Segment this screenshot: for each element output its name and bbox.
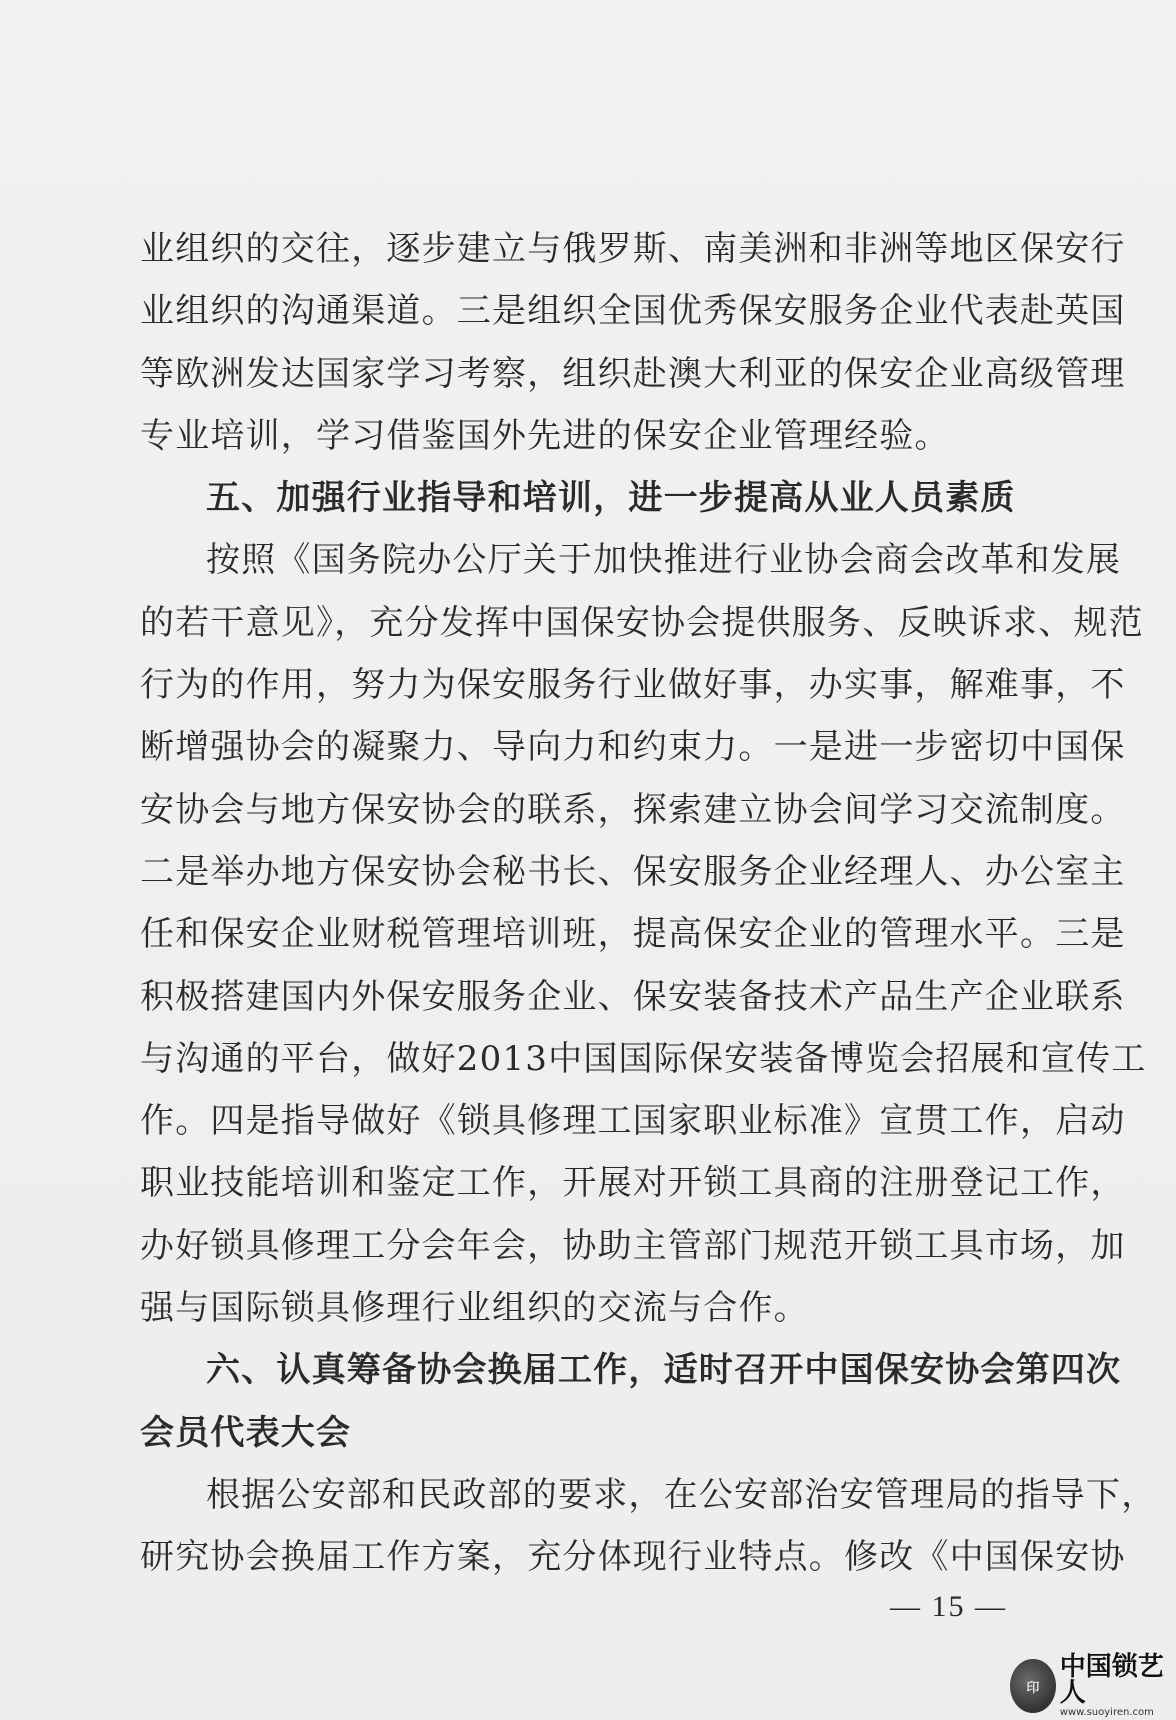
text-line: 等欧洲发达国家学习考察，组织赴澳大利亚的保安企业高级管理 xyxy=(140,353,1126,394)
site-watermark xyxy=(1010,1652,1170,1718)
text-line: 专业培训，学习借鉴国外先进的保安企业管理经验。 xyxy=(140,415,950,456)
watermark-url: www.suoyiren.com xyxy=(1059,1707,1154,1718)
document-body xyxy=(140,218,1157,1589)
text-line: 强与国际锁具修理行业组织的交流与合作。 xyxy=(140,1288,809,1329)
text-line: 按照《国务院办公厅关于加快推进行业协会商会改革和发展 xyxy=(206,540,1122,581)
section-heading-line: 六、认真筹备协会换届工作，适时召开中国保安协会第四次 xyxy=(206,1350,1122,1391)
text-line: 的若干意见》，充分发挥中国保安协会提供服务、反映诉求、规范 xyxy=(140,602,1144,643)
text-line: 业组织的交往，逐步建立与俄罗斯、南美洲和非洲等地区保安行 xyxy=(140,229,1126,269)
text-line: 根据公安部和民政部的要求，在公安部治安管理局的指导下， xyxy=(206,1474,1157,1515)
watermark-brand: 中国锁艺人 xyxy=(1059,1652,1164,1708)
text-line: 积极搭建国内外保安服务企业、保安装备技术产品生产企业联系 xyxy=(140,976,1126,1017)
text-line: 作。四是指导做好《锁具修理工国家职业标准》宣贯工作，启动 xyxy=(140,1101,1126,1142)
text-line: 任和保安企业财税管理培训班，提高保安企业的管理水平。三是 xyxy=(140,914,1126,955)
text-line: 研究协会换届工作方案，充分体现行业特点。修改《中国保安协 xyxy=(140,1537,1126,1578)
text-line: 二是举办地方保安协会秘书长、保安服务企业经理人、办公室主 xyxy=(140,851,1126,892)
page-number: — 15 — xyxy=(890,1590,1007,1623)
seal-icon: 印 xyxy=(1010,1659,1056,1713)
text-line: 业组织的沟通渠道。三是组织全国优秀保安服务企业代表赴英国 xyxy=(140,291,1126,332)
text-line: 职业技能培训和鉴定工作，开展对开锁工具商的注册登记工作， xyxy=(140,1163,1126,1204)
text-line: 安协会与地方保安协会的联系，探索建立协会间学习交流制度。 xyxy=(140,789,1126,830)
text-line: 行为的作用，努力为保安服务行业做好事，办实事，解难事，不 xyxy=(140,665,1126,706)
text-line: 断增强协会的凝聚力、导向力和约束力。一是进一步密切中国保 xyxy=(140,727,1126,768)
section-heading-line: 五、加强行业指导和培训，进一步提高从业人员素质 xyxy=(206,478,1016,519)
section-heading-line: 会员代表大会 xyxy=(140,1412,352,1453)
text-line: 办好锁具修理工分会年会，协助主管部门规范开锁工具市场，加 xyxy=(140,1225,1126,1266)
text-line: 与沟通的平台，做好2013中国国际保安装备博览会招展和宣传工 xyxy=(140,1038,1147,1079)
